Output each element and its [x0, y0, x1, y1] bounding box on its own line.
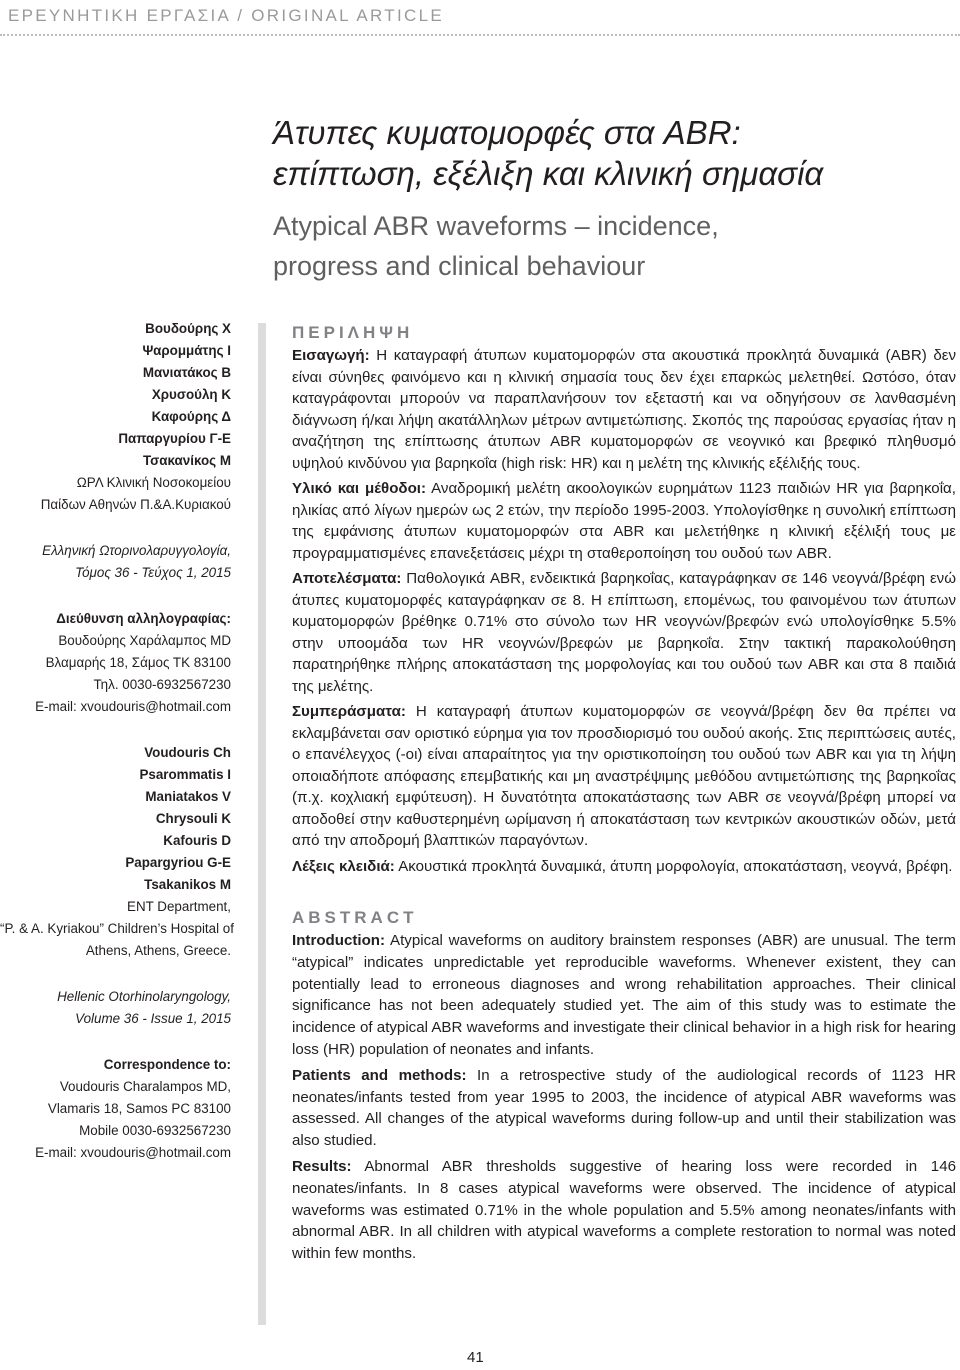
author-name: Kafouris D — [163, 833, 231, 848]
correspondence-line: Τηλ. 0030-6932567230 — [93, 677, 231, 692]
author-name: Chrysouli K — [155, 811, 231, 826]
authors-english — [0, 742, 231, 896]
article-title — [273, 112, 953, 286]
author-name: Psarommatis I — [139, 767, 231, 782]
paragraph-label: Εισαγωγή: — [292, 347, 370, 364]
title-english-line: Atypical ABR waveforms – incidence, — [273, 211, 719, 241]
english-abstract — [292, 930, 956, 1265]
correspondence-english — [0, 1054, 231, 1164]
paragraph-label: Λέξεις κλειδιά: — [292, 857, 395, 875]
affiliation-line: Athens, Athens, Greece. — [85, 943, 231, 958]
author-name: Voudouris Ch — [144, 745, 231, 760]
author-name: Tsakanikos M — [144, 877, 231, 892]
author-name: Τσακανίκος Μ — [142, 453, 231, 468]
header-divider — [0, 34, 960, 36]
paragraph-text: Abnormal ABR thresholds suggestive of hearing loss were recorded in 146 neonates/infants. In 8 cases atypical waveforms were observed. The incidence of atypical waveforms was estimated 0.71% in the whole population and 5.5% among neonates/infants with abnormal ABR. In all children with atypical waveforms a complete restoration to normal was noted within few months. — [292, 1157, 956, 1263]
paragraph-text: Η καταγραφή άτυπων κυματομορφών στα ακουστικά προκλητά δυναμικά (ABR) δεν είναι σύνηθες φαινόμενο και η κλινική σημασία τους δεν έχει επαρκώς μελετηθεί. Ωστόσο, όταν καταγράφονται μπορούν να παραπλανήσουν τον εξεταστή και να οδηγήσουν σε λανθασμένη διάγνωση ή/και λήψη ακατάλληλων μέτρων αντιμετώπισης. Σκοπός της παρούσας εργασίας ήταν η αναζήτηση της επίπτωσης άτυπων ABR κυματομορφών σε νεογνικό και βρεφικό πληθυσμό υψηλού κινδύνου για βαρηκοΐα (high risk: HR) και η μελέτη της κλινικής εξέλιξής τους. — [292, 347, 956, 472]
page-number: 41 — [467, 1349, 484, 1366]
author-name: Papargyriou G-E — [125, 855, 231, 870]
paragraph-text: Αναδρομική μελέτη ακοολογικών ευρημάτων 1123 παιδιών HR για βαρηκοΐα, ηλικίας από λίγων ημερών ως 2 ετών, την περίοδο 1995-2003. Υπολογίσθηκε η συνολική επίπτωση της εμφάνισης άτυπων κυματομορφών στα ABR και μελετήθηκε η κλινική εξέλιξή τους με προγραμματισμένες επανεξετάσεις μέχρι τη σταθεροποίηση του ουδού των ABR. — [292, 480, 956, 562]
author-name: Ψαρομμάτης Ι — [142, 343, 231, 358]
correspondence-heading: Διεύθυνση αλληλογραφίας: — [56, 611, 231, 626]
journal-greek — [0, 540, 231, 584]
affiliation-line: “P. & A. Kyriakou” Children’s Hospital of — [0, 921, 234, 936]
abstract-paragraph — [292, 930, 956, 1061]
author-name: Παπαργυρίου Γ-Ε — [118, 431, 231, 446]
abstract-paragraph — [292, 345, 956, 474]
author-name: Μανιατάκος Β — [142, 365, 231, 380]
journal-line: Hellenic Otorhinolaryngology, — [57, 989, 231, 1004]
journal-english — [0, 986, 231, 1030]
author-name: Maniatakos V — [145, 789, 231, 804]
author-sidebar — [0, 318, 234, 1164]
affiliation-line: ENT Department, — [127, 899, 231, 914]
paragraph-text: In a retrospective study of the audiological records of 1123 HR neonates/infants tested from year 1995 to 2003, the incidence of atypical ABR waveforms was assessed. All changes of the atypical waveforms during follow-up and until their stabilization was also studied. — [292, 1066, 956, 1150]
email-line: E-mail: xvoudouris@hotmail.com — [35, 1145, 231, 1160]
correspondence-line: Voudouris Charalampos MD, — [59, 1079, 231, 1094]
abstract-paragraph — [292, 478, 956, 564]
title-greek-line: επίπτωση, εξέλιξη και κλινική σημασία — [273, 155, 824, 192]
abstract-paragraph — [292, 701, 956, 852]
paragraph-label: Υλικό και μέθοδοι: — [292, 480, 427, 497]
journal-line: Τόμος 36 - Τεύχος 1, 2015 — [75, 565, 231, 580]
abstract-paragraph — [292, 568, 956, 697]
paragraph-label: Patients and methods: — [292, 1066, 467, 1084]
title-greek-line: Άτυπες κυματομορφές στα ABR: — [273, 114, 741, 151]
correspondence-line: Βλαμαρής 18, Σάμος ΤΚ 83100 — [45, 655, 231, 670]
title-english-line: progress and clinical behaviour — [273, 251, 646, 281]
column-divider-bar — [258, 323, 266, 1325]
paragraph-label: Results: — [292, 1157, 352, 1175]
paragraph-text: Ακουστικά προκλητά δυναμικά, άτυπη μορφολογία, αποκατάσταση, νεογνά, βρέφη. — [394, 857, 953, 875]
authors-greek — [0, 318, 231, 472]
keywords-paragraph — [292, 856, 956, 878]
paragraph-text: Atypical waveforms on auditory brainstem responses (ABR) are unusual. The term “atypical” indicates unpredictable yet reproducible waveforms. Whenever existent, they can potentially lead to erroneous diagnoses and wrong rehabilitation approaches. Their clinical significance has not been adequately studied yet. The aim of this study was to estimate the incidence of atypical ABR waveforms and investigate their clinical behavior in a high risk for hearing loss (HR) population of neonates and infants. — [292, 932, 956, 1058]
greek-abstract-heading: ΠΕΡΙΛΗΨΗ — [292, 323, 414, 342]
abstract-paragraph — [292, 1065, 956, 1152]
correspondence-line: Vlamaris 18, Samos PC 83100 — [47, 1101, 231, 1116]
author-name: Καφούρης Δ — [151, 409, 231, 424]
title-greek — [273, 112, 953, 194]
correspondence-greek — [0, 608, 231, 718]
greek-abstract — [292, 345, 956, 877]
email-line: E-mail: xvoudouris@hotmail.com — [35, 699, 231, 714]
paragraph-text: Η καταγραφή άτυπων κυματομορφών σε νεογνά/βρέφη δεν θα πρέπει να εκλαμβάνεται σαν οριστικό εύρημα για τον προσδιορισμό του ουδού ακοής. Στις περιπτώσεις αυτές, ο επανέλεγχος (-οι) είναι απαραίτητος για την οριστικοποίηση του ουδού των ABR και για τη λήψη οποιαδήποτε απόφασης επεμβατικής και μη αναστρέψιμης μεθόδου αντιμετώπισης της βαρηκοΐας (π.χ. κοχλιακή εμφύτευση). Η δυνατότητα αποκατάστασης των ABR σε νεογνά/βρέφη μπορεί να αποδοθεί στην καθυστερημένη ωρίμανση ή αποκατάσταση των κεντρικών ακουστικών οδών, μετά από την αποδρομή βλαπτικών παραγόντων. — [292, 703, 956, 849]
abstract-paragraph — [292, 1156, 956, 1265]
abstract-column — [292, 322, 956, 1269]
author-name: Βουδούρης Χ — [145, 321, 231, 336]
journal-line: Volume 36 - Issue 1, 2015 — [75, 1011, 231, 1026]
affiliation-english — [0, 896, 234, 962]
affiliation-line: Παίδων Αθηνών Π.&Α.Κυριακού — [40, 497, 231, 512]
paragraph-text: Παθολογικά ABR, ενδεικτικά βαρηκοΐας, καταγράφηκαν σε 146 νεογνά/βρέφη ενώ άτυπες κυματομορφές καταγράφηκαν σε 8. Η επίπτωση, επομένως, του φαινομένου των άτυπων κυματομορφών βρέθηκε 0.71% στο σύνολο των HR νεογνών/βρεφών ενώ υπολογίσθηκε 5.5% στην υποομάδα των HR νεογνών/βρεφών με βαρηκοΐα. Στην τακτική παρακολούθηση παρατηρήθηκε πλήρης αποκατάσταση της μορφολογίας και του ουδού των ABR και στα 8 παιδιά της μελέτης. — [292, 570, 956, 695]
section-label: ΕΡΕΥΝΗΤΙΚΗ ΕΡΓΑΣΙΑ / ORIGINAL ARTICLE — [8, 6, 444, 25]
journal-line: Ελληνική Ωτορινολαρυγγολογία, — [42, 543, 231, 558]
paragraph-label: Introduction: — [292, 932, 386, 949]
english-abstract-heading: ABSTRACT — [292, 908, 418, 927]
correspondence-line: Βουδούρης Χαράλαμπος MD — [58, 633, 231, 648]
correspondence-heading: Correspondence to: — [103, 1057, 231, 1072]
affiliation-line: ΩΡΛ Κλινική Νοσοκομείου — [76, 475, 231, 490]
author-name: Χρυσούλη Κ — [151, 387, 231, 402]
paragraph-label: Συμπεράσματα: — [292, 703, 406, 720]
affiliation-greek — [0, 472, 231, 516]
paragraph-label: Αποτελέσματα: — [292, 570, 402, 587]
title-english — [273, 206, 953, 286]
correspondence-line: Mobile 0030-6932567230 — [79, 1123, 231, 1138]
